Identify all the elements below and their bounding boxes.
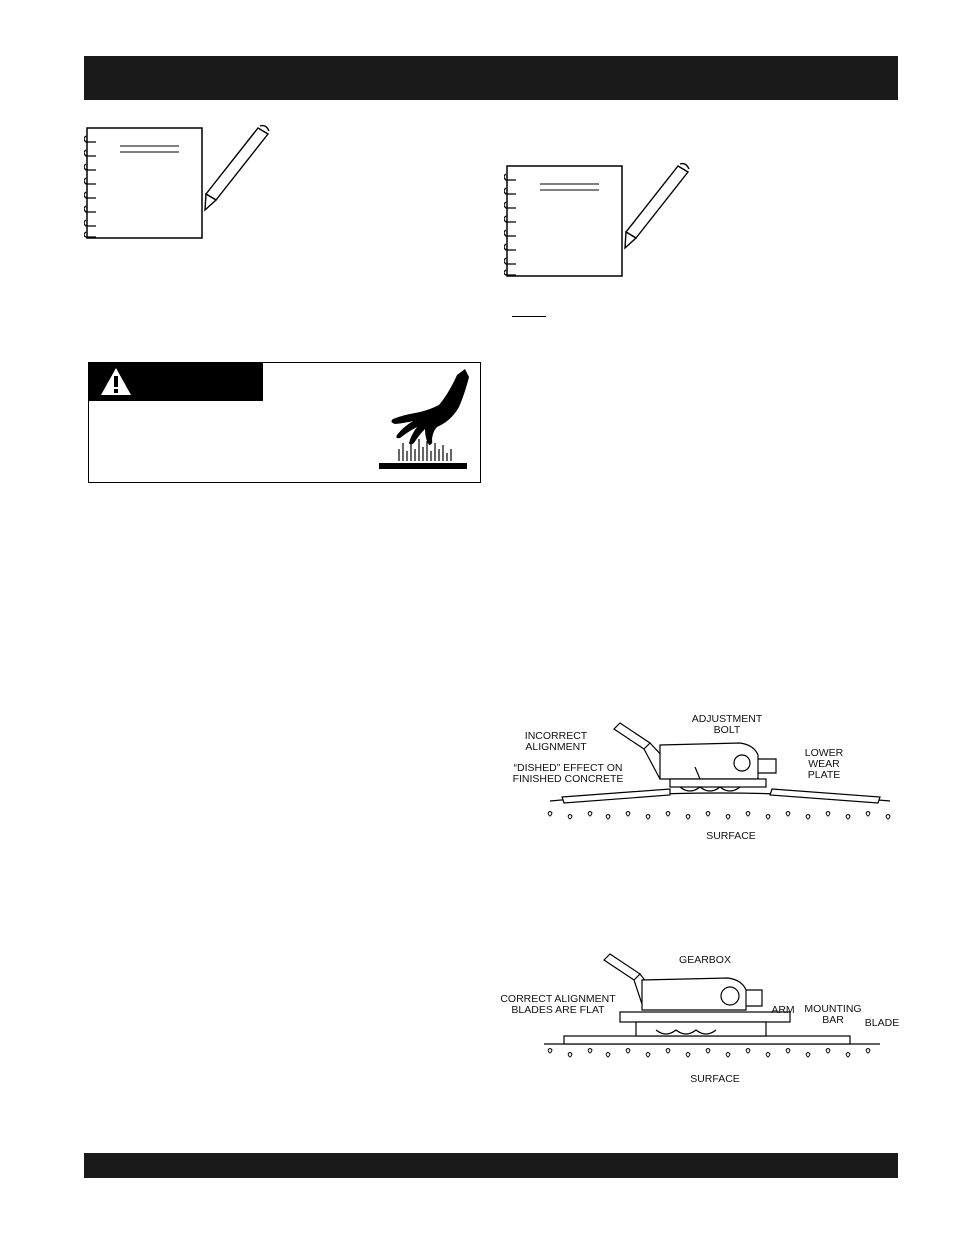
warning-box: [88, 362, 481, 483]
arm-label: ARM: [771, 1004, 795, 1016]
adjustment-bolt-label: ADJUSTMENT BOLT: [691, 713, 763, 736]
incorrect-alignment-label: INCORRECT ALIGNMENT: [524, 730, 588, 753]
mounting-bar-label: MOUNTING BAR: [804, 1003, 862, 1026]
surface-label-top: SURFACE: [706, 830, 756, 842]
notepad-pencil-icon: [84, 122, 274, 242]
dished-effect-label: “DISHED” EFFECT ON FINISHED CONCRETE: [512, 762, 624, 785]
lower-wear-plate-label: LOWER WEAR PLATE: [804, 747, 844, 781]
warning-triangle-icon: [99, 366, 133, 397]
correct-alignment-label: CORRECT ALIGNMENT BLADES ARE FLAT: [500, 993, 616, 1016]
blade-label: BLADE: [864, 1017, 900, 1029]
footer-bar: [84, 1153, 898, 1178]
notepad-pencil-icon: [504, 160, 694, 280]
hot-surface-hand-icon: [379, 369, 469, 475]
short-rule: [512, 316, 546, 317]
surface-label-bottom: SURFACE: [690, 1073, 740, 1085]
gearbox-label: GEARBOX: [679, 954, 731, 966]
warning-header: [89, 363, 263, 401]
header-bar: [84, 56, 898, 100]
